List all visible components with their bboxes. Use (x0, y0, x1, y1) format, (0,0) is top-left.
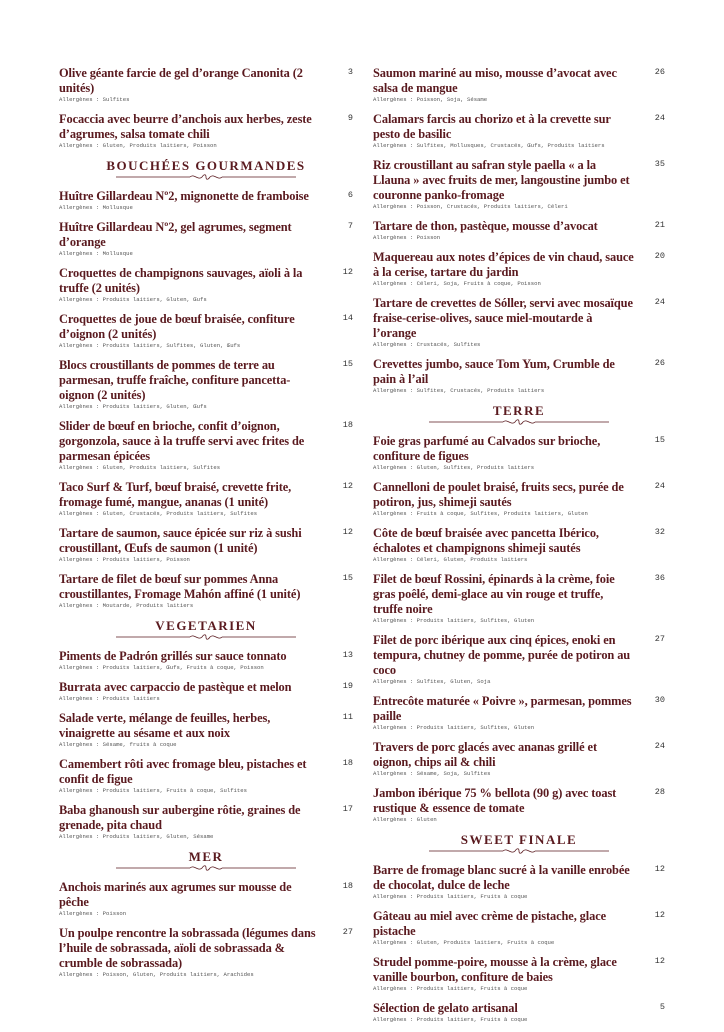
menu-item-price: 12 (342, 267, 353, 277)
menu-item-name: Filet de bœuf Rossini, épinards à la crème, foie gras poêlé, demi-glace au vin rouge et truffe, truffe noire (373, 572, 615, 616)
menu-item-allergens: Allergènes : Sulfites, Mollusques, Crustacés, Œufs, Produits laitiers (373, 142, 605, 149)
menu-item-price: 24 (654, 297, 665, 307)
menu-item-name: Travers de porc glacés avec ananas grillé et oignon, chips ail & chili (373, 740, 597, 769)
menu-item-price: 12 (654, 956, 665, 966)
menu-item (59, 419, 353, 472)
menu-item-allergens: Allergènes : Produits laitiers, Œufs, Fruits à coque, Poisson (59, 664, 264, 671)
menu-item-price: 24 (654, 113, 665, 123)
menu-item (59, 757, 353, 795)
menu-item-allergens: Allergènes : Produits laitiers, Fruits à coque (373, 1016, 528, 1023)
menu-item-allergens: Allergènes : Gluten, Sulfites, Produits laitiers (373, 464, 535, 471)
menu-item-name: Salade verte, mélange de feuilles, herbes, vinaigrette au sésame et aux noix (59, 711, 271, 740)
menu-item (373, 219, 665, 242)
menu-item-allergens: Allergènes : Produits laitiers, Poisson (59, 556, 190, 563)
menu-item (59, 312, 353, 350)
menu-item-price: 18 (342, 758, 353, 768)
menu-item-allergens: Allergènes : Gluten, Produits laitiers, Sulfites (59, 464, 221, 471)
menu-item (373, 112, 665, 150)
menu-item-name: Barre de fromage blanc sucré à la vanille enrobée de chocolat, dulce de leche (373, 863, 630, 892)
menu-item (373, 480, 665, 518)
menu-item-allergens: Allergènes : Poisson (373, 234, 441, 241)
menu-item-allergens: Allergènes : Mollusque (59, 250, 133, 257)
menu-item-name: Croquettes de champignons sauvages, aïoli à la truffe (2 unités) (59, 266, 303, 295)
menu-item-name: Croquettes de joue de bœuf braisée, confiture d’oignon (2 unités) (59, 312, 295, 341)
menu-item (373, 572, 665, 625)
menu-item-allergens: Allergènes : Moutarde, Produits laitiers (59, 602, 194, 609)
menu-item (59, 266, 353, 304)
section-header (59, 618, 353, 641)
menu-item (59, 803, 353, 841)
menu-item-price: 12 (654, 864, 665, 874)
menu-item-allergens: Allergènes : Sulfites (59, 96, 130, 103)
menu-item (59, 572, 353, 610)
menu-item-name: Strudel pomme-poire, mousse à la crème, glace vanille bourbon, confiture de baies (373, 955, 617, 984)
menu-item-allergens: Allergènes : Produits laitiers (59, 695, 160, 702)
menu-item-allergens: Allergènes : Gluten, Produits laitiers, Fruits à coque (373, 939, 555, 946)
menu-item-price: 15 (342, 573, 353, 583)
menu-item-price: 26 (654, 67, 665, 77)
menu-item-name: Baba ghanoush sur aubergine rôtie, graines de grenade, pita chaud (59, 803, 301, 832)
menu-item (59, 358, 353, 411)
menu-item-name: Tartare de filet de bœuf sur pommes Anna croustillantes, Fromage Mahón affiné (1 unité) (59, 572, 301, 601)
menu-item-name: Olive géante farcie de gel d’orange Canonita (2 unités) (59, 66, 303, 95)
menu-item-allergens: Allergènes : Sulfites, Crustacés, Produits laitiers (373, 387, 545, 394)
menu-item (59, 480, 353, 518)
menu-item (59, 220, 353, 258)
menu-item (373, 909, 665, 947)
menu-item-allergens: Allergènes : Produits laitiers, Fruits à coque (373, 893, 528, 900)
menu-item (59, 189, 353, 212)
menu-item-price: 32 (654, 527, 665, 537)
menu-item-allergens: Allergènes : Mollusque (59, 204, 133, 211)
menu-item (373, 434, 665, 472)
menu-item-name: Taco Surf & Turf, bœuf braisé, crevette frite, fromage fumé, mangue, ananas (1 unité) (59, 480, 292, 509)
menu-item (373, 250, 665, 288)
menu-item-name: Piments de Padrón grillés sur sauce tonnato (59, 649, 287, 663)
menu-item-price: 15 (342, 359, 353, 369)
menu-item-name: Focaccia avec beurre d’anchois aux herbes, zeste d’agrumes, salsa tomate chili (59, 112, 312, 141)
menu-column-right (373, 66, 665, 1032)
menu-item (373, 740, 665, 778)
menu-item-allergens: Allergènes : Produits laitiers, Gluten, Œufs (59, 403, 207, 410)
menu-item-name: Blocs croustillants de pommes de terre au parmesan, truffe fraîche, confiture pancetta-oignon (2 unités) (59, 358, 291, 402)
menu-item-name: Jambon ibérique 75 % bellota (90 g) avec toast rustique & essence de tomate (373, 786, 617, 815)
menu-column-left (59, 66, 353, 987)
menu-item-price: 9 (347, 113, 353, 123)
menu-item-price: 35 (654, 159, 665, 169)
menu-item-name: Filet de porc ibérique aux cinq épices, enoki en tempura, chutney de pomme, purée de potiron au coco (373, 633, 631, 677)
menu-item-name: Slider de bœuf en brioche, confit d’oignon, gorgonzola, sauce à la truffe servi avec frites de parmesan épicées (59, 419, 305, 463)
menu-item (373, 357, 665, 395)
menu-item-allergens: Allergènes : Produits laitiers, Fruits à coque (373, 985, 528, 992)
menu-item-price: 27 (654, 634, 665, 644)
scroll-divider-icon (429, 847, 609, 855)
menu-item-allergens: Allergènes : Crustacés, Sulfites (373, 341, 481, 348)
menu-item-allergens: Allergènes : Poisson, Soja, Sésame (373, 96, 488, 103)
menu-item-price: 7 (347, 221, 353, 231)
scroll-divider-icon (116, 864, 296, 872)
menu-item-allergens: Allergènes : Gluten (373, 816, 437, 823)
menu-item-allergens: Allergènes : Poisson, Gluten, Produits laitiers, Arachides (59, 971, 254, 978)
menu-item (59, 926, 353, 979)
menu-item (373, 296, 665, 349)
menu-item-allergens: Allergènes : Produits laitiers, Gluten, Sésame (59, 833, 214, 840)
menu-item-name: Foie gras parfumé au Calvados sur brioche, confiture de figues (373, 434, 601, 463)
menu-item-name: Maquereau aux notes d’épices de vin chaud, sauce à la cerise, tartare du jardin (373, 250, 634, 279)
menu-item-price: 14 (342, 313, 353, 323)
menu-item-allergens: Allergènes : Poisson, Crustacés, Produits laitiers, Céleri (373, 203, 568, 210)
menu-item-name: Sélection de gelato artisanal (373, 1001, 518, 1015)
menu-item-price: 13 (342, 650, 353, 660)
menu-item-allergens: Allergènes : Gluten, Produits laitiers, Poisson (59, 142, 217, 149)
menu-item-price: 27 (342, 927, 353, 937)
menu-item (373, 1001, 665, 1024)
menu-item-name: Crevettes jumbo, sauce Tom Yum, Crumble de pain à l’ail (373, 357, 615, 386)
menu-item (373, 66, 665, 104)
menu-item-allergens: Allergènes : Fruits à coque, Sulfites, Produits laitiers, Gluten (373, 510, 588, 517)
menu-item-price: 30 (654, 695, 665, 705)
menu-item-allergens: Allergènes : Céleri, Soja, Fruits à coque, Poisson (373, 280, 541, 287)
menu-item (59, 66, 353, 104)
section-header (373, 403, 665, 426)
menu-item-price: 11 (342, 712, 353, 722)
menu-item-allergens: Allergènes : Produits laitiers, Fruits à coque, Sulfites (59, 787, 247, 794)
menu-item-price: 12 (342, 481, 353, 491)
menu-item-name: Riz croustillant au safran style paella « a la Llauna » avec fruits de mer, langoustine jumbo et couronne panko-fromage (373, 158, 630, 202)
menu-item-name: Côte de bœuf braisée avec pancetta Ibérico, échalotes et champignons shimeji sautés (373, 526, 599, 555)
menu-item-price: 5 (659, 1002, 665, 1012)
menu-item (59, 526, 353, 564)
menu-item-price: 18 (342, 881, 353, 891)
menu-item-allergens: Allergènes : Produits laitiers, Sulfites, Gluten, Œufs (59, 342, 241, 349)
menu-item-name: Tartare de saumon, sauce épicée sur riz à sushi croustillant, Œufs de saumon (1 unité) (59, 526, 302, 555)
menu-item-allergens: Allergènes : Sésame, fruits à coque (59, 741, 177, 748)
menu-item-allergens: Allergènes : Poisson (59, 910, 127, 917)
menu-item-name: Huître Gillardeau Nº2, mignonette de framboise (59, 189, 309, 203)
menu-item (59, 880, 353, 918)
menu-item-name: Tartare de thon, pastèque, mousse d’avocat (373, 219, 598, 233)
menu-item-name: Anchois marinés aux agrumes sur mousse de pêche (59, 880, 292, 909)
menu-item (59, 680, 353, 703)
menu-item (59, 649, 353, 672)
menu-item-name: Camembert rôti avec fromage bleu, pistaches et confit de figue (59, 757, 307, 786)
menu-item-name: Huître Gillardeau Nº2, gel agrumes, segment d’orange (59, 220, 292, 249)
section-title: BOUCHÉES GOURMANDES (106, 158, 306, 173)
menu-item-price: 12 (342, 527, 353, 537)
menu-item-name: Un poulpe rencontre la sobrassada (légumes dans l’huile de sobrassada, aïoli de sobrassada & crumble de sobrassada) (59, 926, 316, 970)
menu-item-price: 18 (342, 420, 353, 430)
menu-item (373, 786, 665, 824)
section-header (59, 849, 353, 872)
scroll-divider-icon (429, 418, 609, 426)
menu-item (373, 526, 665, 564)
menu-item-name: Burrata avec carpaccio de pastèque et melon (59, 680, 292, 694)
section-title: VEGETARIEN (155, 618, 257, 633)
menu-item-price: 6 (347, 190, 353, 200)
menu-item-allergens: Allergènes : Gluten, Crustacés, Produits laitiers, Sulfites (59, 510, 258, 517)
menu-item-name: Cannelloni de poulet braisé, fruits secs, purée de potiron, jus, shimeji sautés (373, 480, 624, 509)
menu-item-name: Calamars farcis au chorizo et à la crevette sur pesto de basilic (373, 112, 611, 141)
scroll-divider-icon (116, 173, 296, 181)
section-header (59, 158, 353, 181)
menu-item-name: Tartare de crevettes de Sóller, servi avec mosaïque fraise-cerise-olives, sauce miel-moutarde à l’orange (373, 296, 633, 340)
menu-item-price: 19 (342, 681, 353, 691)
menu-item-price: 24 (654, 741, 665, 751)
menu-item-price: 3 (347, 67, 353, 77)
menu-item (373, 955, 665, 993)
section-title: MER (188, 849, 224, 864)
scroll-divider-icon (116, 633, 296, 641)
section-title: SWEET FINALE (460, 832, 578, 847)
menu-item-price: 28 (654, 787, 665, 797)
section-title: TERRE (492, 403, 546, 418)
menu-item-price: 17 (342, 804, 353, 814)
menu-item-allergens: Allergènes : Sulfites, Gluten, Soja (373, 678, 491, 685)
menu-item-allergens: Allergènes : Produits laitiers, Sulfites, Gluten (373, 617, 535, 624)
menu-item-name: Entrecôte maturée « Poivre », parmesan, pommes paille (373, 694, 632, 723)
menu-item-allergens: Allergènes : Céleri, Gluten, Produits laitiers (373, 556, 528, 563)
menu-item (373, 633, 665, 686)
menu-item-price: 36 (654, 573, 665, 583)
menu-item-price: 20 (654, 251, 665, 261)
menu-item (59, 711, 353, 749)
menu-item-allergens: Allergènes : Produits laitiers, Sulfites, Gluten (373, 724, 535, 731)
menu-item (373, 694, 665, 732)
menu-item-price: 12 (654, 910, 665, 920)
section-header (373, 832, 665, 855)
menu-item-price: 15 (654, 435, 665, 445)
menu-item (373, 863, 665, 901)
menu-item-name: Gâteau au miel avec crème de pistache, glace pistache (373, 909, 607, 938)
menu-item (373, 158, 665, 211)
menu-item-price: 26 (654, 358, 665, 368)
menu-item-price: 21 (654, 220, 665, 230)
menu-item-price: 24 (654, 481, 665, 491)
menu-item (59, 112, 353, 150)
menu-item-allergens: Allergènes : Produits laitiers, Gluten, Œufs (59, 296, 207, 303)
menu-item-name: Saumon mariné au miso, mousse d’avocat avec salsa de mangue (373, 66, 617, 95)
menu-item-allergens: Allergènes : Sésame, Soja, Sulfites (373, 770, 491, 777)
